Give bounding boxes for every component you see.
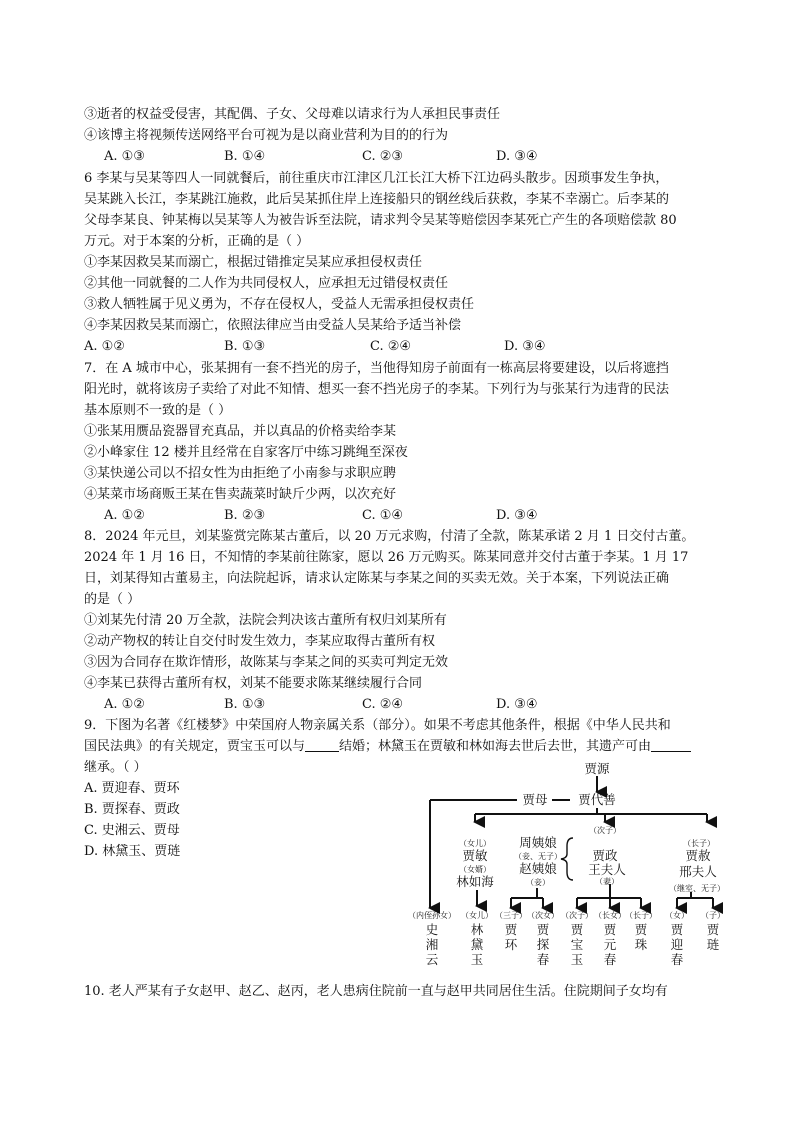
node-jiamin: 贾敏 [462,848,488,863]
child-tag: （三子） [495,911,527,920]
child-name: 贾琏 [706,922,720,952]
q9-option-d: D. 林黛玉、贾琏 [84,844,181,859]
q7-option-d: D. ③④ [496,508,538,523]
node-jiazheng: 贾政 [592,848,618,863]
q8-option-b: B. ①③ [224,697,266,712]
q9-option-a: A. 贾迎春、贾环 [84,781,180,796]
child-tag: （子） [701,911,725,920]
q7-option-c: C. ①④ [362,508,404,523]
child-tag: （次女） [527,911,559,920]
q9-stem-line-3: 继承。（ ） [84,760,147,775]
q10-stem-line-1: 10. 老人严某有子女赵甲、赵乙、赵丙，老人患病住院前一直与赵甲共同居住生活。住院期间子女均有 [84,984,668,999]
q8-stem-line-3: 日，刘某得知古董易主，向法院起诉，请求认定陈某与李某之间的买卖无效。关于本案，下列说法正确 [84,571,670,586]
q9-blank-2 [651,738,691,752]
q9-stem-line-2b: 结婚；林黛玉在贾敏和林如海去世后去世，其遗产可由 [339,739,652,754]
q6-stem-line-4: 万元。对于本案的分析，正确的是（ ） [84,234,310,249]
node-linruhai: 林如海 [456,874,494,889]
child-name: 贾环 [504,922,518,952]
q5-statement-4: ④该博主将视频传送网络平台可视为是以商业营利为目的的行为 [84,128,449,143]
node-jiashe: 贾赦 [685,848,711,863]
q6-stem-line-1: 6 李某与吴某等四人一同就餐后，前往重庆市江津区几江长江大桥下江边码头散步。因琐事发生争执， [84,171,669,186]
q7-stem-line-3: 基本原则不一致的是（ ） [84,403,232,418]
q7-statement-2: ②小峰家住 12 楼并且经常在自家客厅中练习跳绳至深夜 [84,445,408,460]
q9-stem-line-2a: 国民法典》的有关规定，贾宝玉可以与 [84,739,306,754]
node-wangfuren: 王夫人 [588,862,626,877]
q7-option-b: B. ②③ [224,508,266,523]
q9-stem-line-1: 9．下图为名著《红楼梦》中荣国府人物亲属关系（部分）。如果不考虑其他条件，根据《中华人民共和 [84,718,671,733]
family-tree-diagram [395,758,735,973]
q7-stem-line-1: 7．在 A 城市中心，张某拥有一套不挡光的房子，当他得知房子前面有一栋高层将要建设，以后将遮挡 [84,361,669,376]
child-tag: （次子） [561,911,593,920]
tag-daughter: （女儿） [459,839,491,848]
q5-statement-3: ③逝者的权益受侵害，其配偶、子女、父母难以请求行为人承担民事责任 [84,107,501,122]
q8-stem-line-4: 的是（ ） [84,592,141,607]
child-name: 贾宝玉 [570,922,584,967]
child-tag: （女） [665,911,689,920]
q7-stem-line-2: 阳光时，就将该房子卖给了对此不知情、想买一套不挡光房子的李某。下列行为与张某行为违背的民法 [84,382,670,397]
q6-stem-line-2: 吴某跳入长江，李某跳江施救，此后吴某抓住岸上连接船只的钢丝线后获救，李某不幸溺亡。后李某的 [84,192,670,207]
q6-statement-4: ④李某因救吴某而溺亡，依照法律应当由受益人吴某给予适当补偿 [84,318,462,333]
child-tag: （长女） [594,911,626,920]
q6-statement-2: ②其他一同就餐的二人作为共同侵权人，应承担无过错侵权责任 [84,276,449,291]
q6-option-b: B. ①③ [224,339,266,354]
q8-stem-line-1: 8．2024 年元旦，刘某鉴赏完陈某古董后，以 20 万元求购，付清了全款，陈某承诺 2 月 1 日交付古董。 [84,529,695,544]
tag-qi: （妻） [595,877,619,886]
q5-option-b: B. ①④ [224,149,266,164]
child-tag: （内侄孙女） [408,911,456,920]
q7-statement-4: ④某菜市场商贩王某在售卖蔬菜时缺斤少两，以次充好 [84,487,397,502]
q6-statement-1: ①李某因救吴某而溺亡，根据过错推定吴某应承担侵权责任 [84,255,423,270]
tag-cizi: （次子） [589,826,621,835]
child-tag: （长子） [625,911,657,920]
q9-option-b: B. 贾探春、贾政 [84,802,180,817]
q7-statement-1: ①张某用赝品瓷器冒充真品，并以真品的价格卖给李某 [84,424,397,439]
tag-qie-wuzi: （妾、无子） [514,852,562,861]
q6-stem-line-3: 父母李某良、钟某梅以吴某等人为被告诉至法院，请求判令吴某等赔偿因李某死亡产生的各项赔偿款 80 [84,213,677,228]
q6-option-d: D. ③④ [504,339,546,354]
child-name: 贾珠 [634,922,648,952]
q7-statement-3: ③某快递公司以不招女性为由拒绝了小南参与求职应聘 [84,466,397,481]
tag-nvxu: （女婿） [459,865,491,874]
q8-statement-3: ③因为合同存在欺诈情形，故陈某与李某之间的买卖可判定无效 [84,655,449,670]
q8-statement-2: ②动产物权的转让自交付时发生效力，李某应取得古董所有权 [84,634,436,649]
q9-option-c: C. 史湘云、贾母 [84,823,180,838]
child-name: 林黛玉 [470,922,484,967]
child-tag: （女儿） [461,911,493,920]
q6-option-c: C. ②④ [370,339,412,354]
q7-option-a: A. ①② [104,508,145,523]
q5-option-d: D. ③④ [496,149,538,164]
q8-option-c: C. ②④ [362,697,404,712]
tag-qie: （妾） [526,878,550,887]
q8-statement-4: ④李某已获得古董所有权，刘某不能要求陈某继续履行合同 [84,676,423,691]
child-name: 贾迎春 [670,922,684,967]
node-xingfuren: 邢夫人 [679,864,717,879]
tag-jishi: （继室、无子） [669,884,725,893]
q9-stem-line-2 [84,738,691,756]
child-name: 贾元春 [603,922,617,967]
children-row [408,910,725,967]
q8-option-d: D. ③④ [496,697,538,712]
node-jiamu: 贾母 [522,792,548,807]
child-name: 贾探春 [536,922,550,967]
child-name: 史湘云 [425,922,439,967]
q8-stem-line-2: 2024 年 1 月 16 日，不知情的李某前往陈家，愿以 26 万元购买。陈某同意并交付古董于李某。1 月 17 [84,550,689,565]
q8-option-a: A. ①② [104,697,145,712]
q5-option-a: A. ①③ [104,149,145,164]
node-zhaoyiniang: 赵姨娘 [519,861,557,876]
q6-option-a: A. ①② [84,339,125,354]
q8-statement-1: ①刘某先付清 20 万全款，法院会判决该古董所有权归刘某所有 [84,613,447,628]
node-jiadaishan: 贾代善 [578,792,616,807]
node-jiayuan: 贾源 [584,761,610,776]
tag-zhangzi: （长子） [683,839,715,848]
q9-blank-1 [305,738,339,752]
node-zhouyiniang: 周姨娘 [519,835,557,850]
q6-statement-3: ③救人牺牲属于见义勇为，不存在侵权人，受益人无需承担侵权责任 [84,297,475,312]
q5-option-c: C. ②③ [362,149,404,164]
